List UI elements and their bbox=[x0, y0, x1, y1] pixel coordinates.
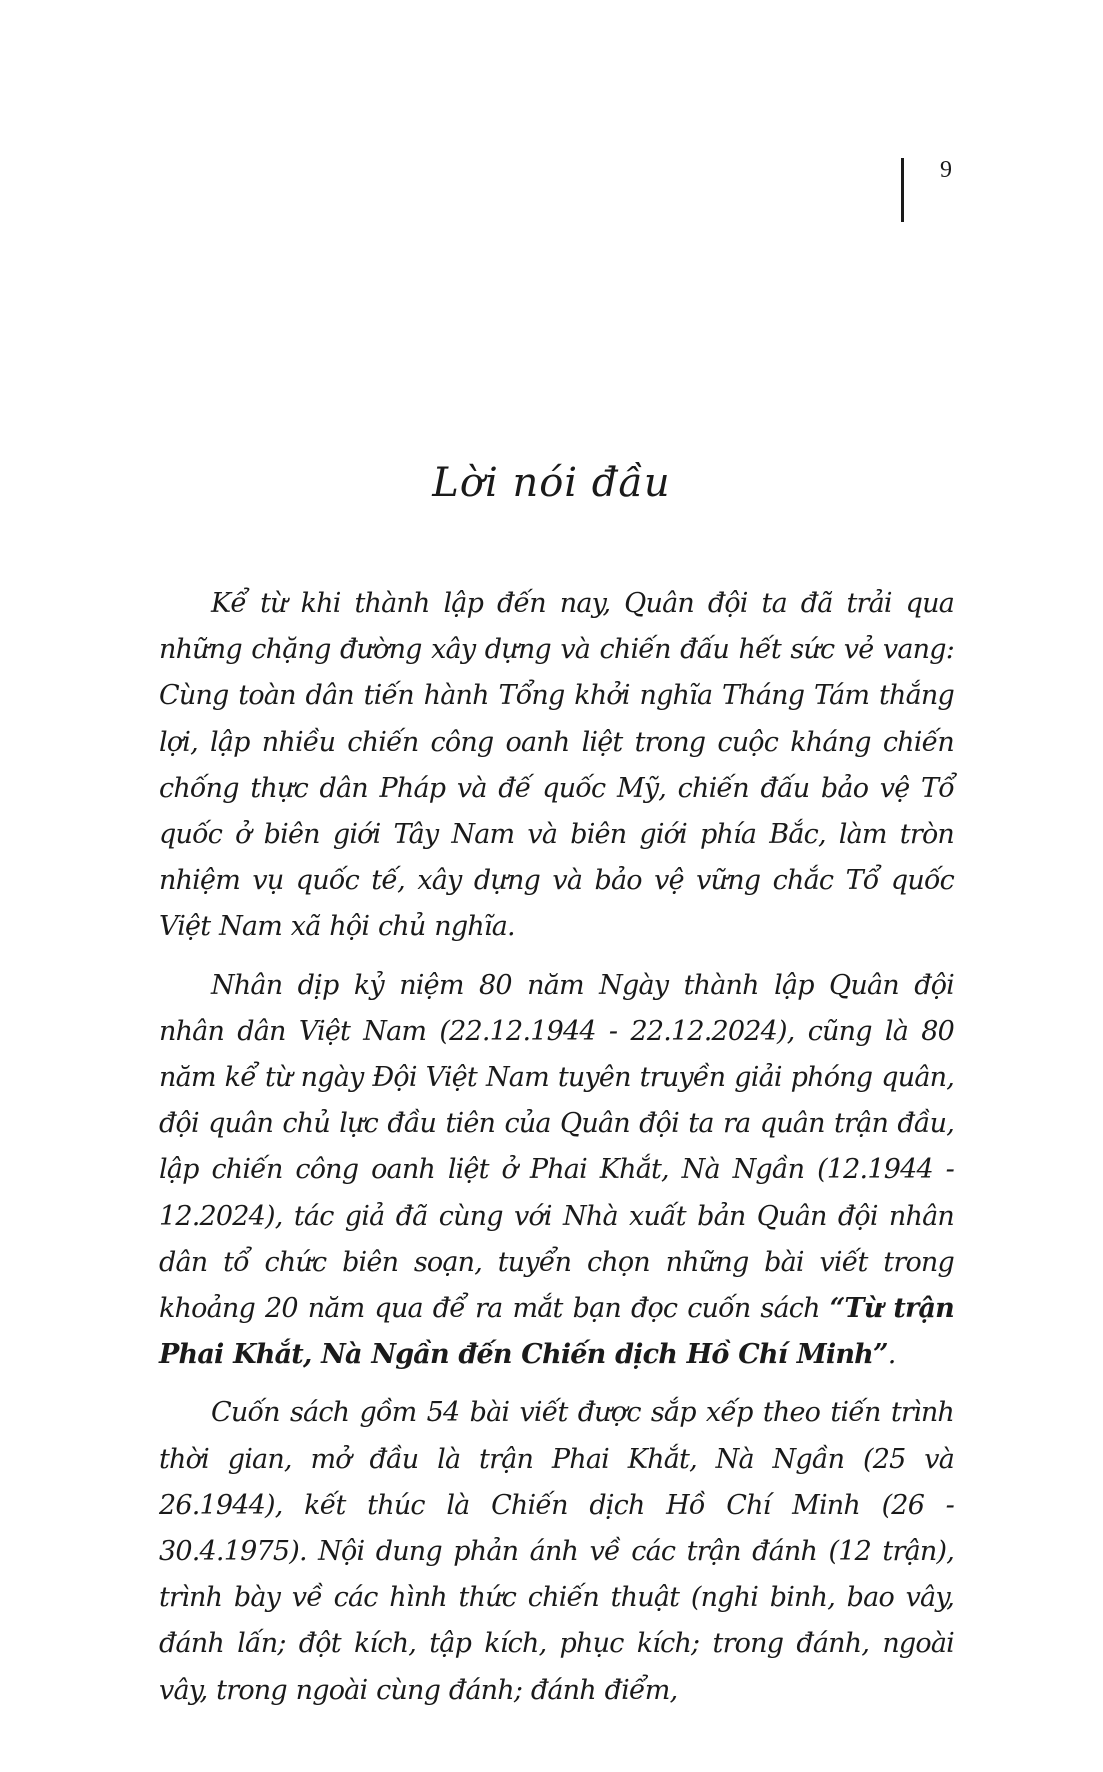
paragraph-1: Kể từ khi thành lập đến nay, Quân đội ta đã trải qua những chặng đường xây dựng và chiến đấu hết sức vẻ vang: Cùng toàn dân tiến hành Tổng khởi nghĩa Tháng Tám thắng lợi, lập nhiều chiến công oanh liệt trong cuộc kháng chiến chống thực dân Pháp và đế quốc Mỹ, chiến đấu bảo vệ Tổ quốc ở biên giới Tây Nam và biên giới phía Bắc, làm tròn nhiệm vụ quốc tế, xây dựng và bảo vệ vững chắc Tổ quốc Việt Nam xã hội chủ nghĩa. bbox=[159, 588, 954, 943]
paragraph-3: Cuốn sách gồm 54 bài viết được sắp xếp theo tiến trình thời gian, mở đầu là trận Phai Khắt, Nà Ngần (25 và 26.1944), kết thúc là Chiến dịch Hồ Chí Minh (26 - 30.4.1975). Nội dung phản ánh về các trận đánh (12 trận), trình bày về các hình thức chiến thuật (nghi binh, bao vây, đánh lấn; đột kích, tập kích, phục kích; trong đánh, ngoài vây, trong ngoài cùng đánh; đánh điểm, bbox=[159, 1397, 954, 1706]
page-title: Lời nói đầu bbox=[432, 460, 671, 506]
paragraph-2-text: Nhân dịp kỷ niệm 80 năm Ngày thành lập Quân đội nhân dân Việt Nam (22.12.1944 - 22.12.2024), cũng là 80 năm kể từ ngày Đội Việt Nam tuyên truyền giải phóng quân, đội quân chủ lực đầu tiên của Quân đội ta ra quân trận đầu, lập chiến công oanh liệt ở Phai Khắt, Nà Ngần (12.1944 - 12.2024), tác giả đã cùng với Nhà xuất bản Quân đội nhân dân tổ chức biên soạn, tuyển chọn những bài viết trong khoảng 20 năm qua để ra mắt bạn đọc cuốn sách bbox=[159, 969, 954, 1325]
paragraph-2-end: . bbox=[887, 1339, 896, 1371]
body-text bbox=[159, 581, 954, 1726]
page-number-rule bbox=[901, 158, 904, 222]
book-title: “Từ trận Phai Khắt, Nà Ngần đến Chiến dịch Hồ Chí Minh” bbox=[159, 1293, 954, 1371]
paragraph-2 bbox=[159, 963, 954, 1379]
page-number: 9 bbox=[940, 157, 952, 183]
